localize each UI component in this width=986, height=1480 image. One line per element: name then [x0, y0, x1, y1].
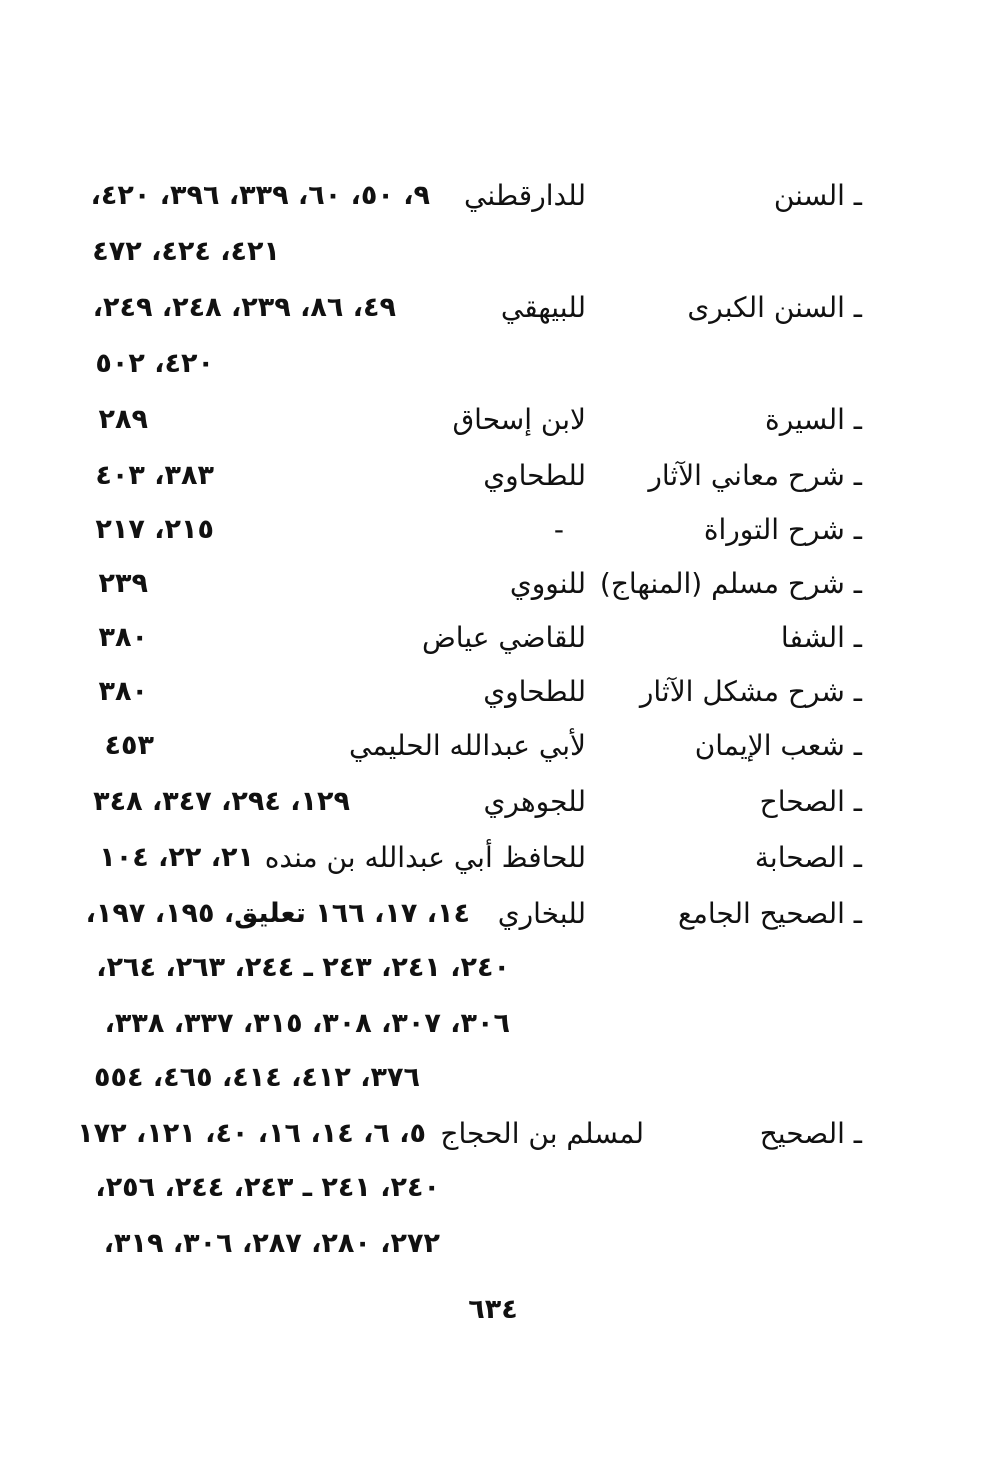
entry-pages: ٢٨٩ [98, 404, 148, 435]
entry-title: ـ الشفا [780, 621, 862, 654]
entry-pages: ٢١٥، ٢١٧ [95, 514, 214, 545]
entry-author: للقاضي عياض [421, 621, 586, 654]
entry-pages: ٤٥٣ [104, 730, 154, 761]
index-entry [100, 718, 862, 774]
entry-pages: ١٢٩، ٢٩٤، ٣٤٧، ٣٤٨ [93, 786, 350, 817]
entry-author: للبخاري [497, 897, 586, 930]
entry-pages-continued: ٢٤٠، ٢٤١ ـ ٢٤٣، ٢٤٤، ٢٥٦، [95, 1172, 440, 1203]
index-entry [100, 610, 862, 666]
entry-pages-continued: ٣٠٦، ٣٠٧، ٣٠٨، ٣١٥، ٣٣٧، ٣٣٨، [104, 1008, 510, 1039]
entry-title: ـ الصحيح [759, 1117, 862, 1150]
entry-pages: ٢٣٩ [98, 568, 148, 599]
index-entry [90, 168, 862, 224]
entry-title: ـ الصحيح الجامع [677, 897, 862, 930]
index-entry [93, 774, 862, 830]
entry-pages: ٥، ٦، ١٤، ١٦، ٤٠، ١٢١، ١٧٢ [77, 1118, 426, 1149]
entry-pages-continued: ٣٧٦، ٤١٢، ٤١٤، ٤٦٥، ٥٥٤ [94, 1062, 420, 1093]
entry-pages: ٩، ٥٠، ٦٠، ٣٣٩، ٣٩٦، ٤٢٠، [90, 180, 430, 211]
entry-pages: ٢١، ٢٢، ١٠٤ [99, 842, 254, 873]
entry-author: - [553, 513, 564, 546]
entry-pages: ١٤، ١٧، ١٦٦ تعليق، ١٩٥، ١٩٧، [85, 898, 470, 929]
entry-title: ـ شرح التوراة [703, 513, 862, 546]
entry-title: ـ السيرة [765, 403, 862, 436]
entry-author: للحافظ أبي عبدالله بن منده [264, 841, 586, 874]
entry-title: ـ الصحابة [754, 841, 862, 874]
entry-title: ـ شرح مسلم (المنهاج) [599, 567, 862, 600]
entry-title: ـ الصحاح [759, 785, 862, 818]
entry-author: لابن إسحاق [452, 403, 586, 436]
entry-title: ـ شرح معاني الآثار [648, 459, 862, 492]
entry-author: للنووي [509, 567, 586, 600]
entry-pages-continued: ٤٢١، ٤٢٤، ٤٧٢ [92, 236, 280, 267]
entry-pages-continued: ٤٢٠، ٥٠٢ [95, 348, 214, 379]
entry-author: للطحاوي [483, 675, 586, 708]
entry-author: للجوهري [483, 785, 586, 818]
entry-author: لأبي عبدالله الحليمي [349, 729, 586, 762]
entry-author: للدارقطني [464, 179, 586, 212]
index-entry [95, 502, 862, 558]
entry-pages-continued: ٢٤٠، ٢٤١، ٢٤٣ ـ ٢٤٤، ٢٦٣، ٢٦٤، [96, 952, 510, 983]
page-number: ٦٣٤ [468, 1294, 518, 1325]
entry-author: للبيهقي [500, 291, 586, 324]
entry-pages: ٣٨٠ [98, 676, 148, 707]
entry-pages: ٤٩، ٨٦، ٢٣٩، ٢٤٨، ٢٤٩، [92, 292, 396, 323]
index-entry [95, 448, 862, 504]
entry-title: ـ السنن الكبرى [687, 291, 862, 324]
index-entry [85, 886, 862, 942]
entry-title: ـ شعب الإيمان [694, 729, 862, 762]
entry-pages: ٣٨٠ [98, 622, 148, 653]
entry-author: للطحاوي [483, 459, 586, 492]
index-entry [100, 830, 862, 886]
index-entry [92, 280, 862, 336]
entry-author: لمسلم بن الحجاج [440, 1117, 644, 1150]
entry-pages: ٣٨٣، ٤٠٣ [95, 460, 214, 491]
index-entry [100, 556, 862, 612]
entry-title: ـ السنن [773, 179, 862, 212]
entry-title: ـ شرح مشكل الآثار [639, 675, 862, 708]
index-entry [100, 392, 862, 448]
index-entry [100, 664, 862, 720]
index-entry [77, 1106, 862, 1162]
entry-pages-continued: ٢٧٢، ٢٨٠، ٢٨٧، ٣٠٦، ٣١٩، [103, 1228, 440, 1259]
